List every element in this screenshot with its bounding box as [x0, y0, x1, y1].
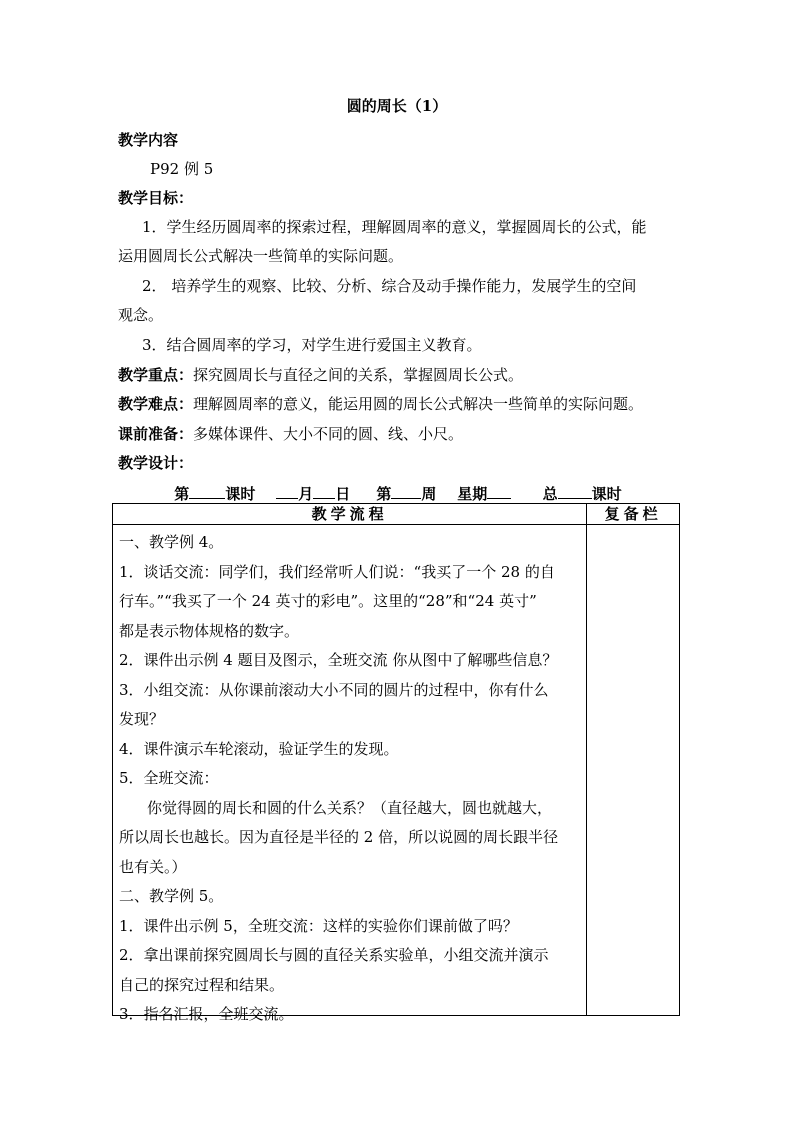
goal-2-line-1: 培养学生的观察、比较、分析、综合及动手操作能力，发展学生的空间 [166, 277, 637, 295]
prep-label: 课前准备： [118, 425, 194, 443]
schedule-line [118, 482, 678, 504]
flow-line: 一、教学例 4。 [119, 533, 224, 551]
key-value: 探究圆周长与直径之间的关系，掌握圆周长公式。 [193, 366, 524, 384]
notes-cell[interactable] [587, 525, 680, 1016]
schedule-keshi2: 课时 [591, 485, 622, 503]
schedule-month: 月 [298, 485, 314, 503]
goal-1-num: 1． [142, 218, 167, 236]
flow-line: 发现？ [119, 710, 165, 728]
difficulty-points [118, 394, 643, 414]
content-label: 教学内容 [118, 131, 179, 149]
goal-2 [118, 272, 678, 330]
schedule-di: 第 [174, 485, 190, 503]
flow-line: 3．指名汇报，全班交流。 [119, 1005, 294, 1023]
header-main: 教学流程 [113, 504, 587, 525]
key-label: 教学重点： [118, 366, 194, 384]
blank-week[interactable] [391, 482, 421, 499]
design-label: 教学设计： [118, 454, 194, 472]
goal-3-num: 3． [142, 336, 167, 354]
difficulty-label: 教学难点： [118, 395, 194, 413]
flow-line: 行车。”“我买了一个 24 英寸的彩电”。这里的“28”和“24 英寸” [119, 592, 537, 610]
flow-line: 2．课件出示例 4 题目及图示，全班交流 你从图中了解哪些信息？ [119, 651, 558, 669]
flow-line: 5．全班交流： [119, 769, 219, 787]
flow-line: 4．课件演示车轮滚动，验证学生的发现。 [119, 739, 399, 758]
schedule-total: 总 [542, 485, 558, 503]
flow-line: 自己的探究过程和结果。 [119, 975, 285, 994]
schedule-day: 日 [335, 485, 351, 503]
flow-line: 都是表示物体规格的数字。 [119, 621, 300, 640]
schedule-di2: 第 [376, 485, 392, 503]
blank-day[interactable] [313, 482, 335, 499]
flow-line: 所以周长也越长。因为直径是半径的 2 倍，所以说圆的周长跟半径 [119, 828, 559, 846]
blank-weekday[interactable] [487, 482, 511, 499]
flow-line: 3．小组交流：从你课前滚动大小不同的圆片的过程中，你有什么 [119, 680, 549, 699]
document-title: 圆的周长（1） [346, 97, 448, 115]
content-value: P92 例 5 [150, 160, 214, 178]
teaching-flow-table [112, 503, 680, 1023]
schedule-week: 周 [421, 485, 437, 503]
goal-1-line-2: 运用圆周长公式解决一些简单的实际问题。 [118, 247, 404, 265]
flow-line: 2．拿出课前探究圆周长与圆的直径关系实验单，小组交流并演示 [119, 946, 549, 964]
header-side: 复备栏 [587, 504, 680, 525]
blank-month[interactable] [276, 482, 298, 499]
flow-line: 1．课件出示例 5，全班交流：这样的实验你们课前做了吗？ [119, 916, 518, 935]
goal-3-line-1: 结合圆周率的学习，对学生进行爱国主义教育。 [166, 336, 482, 354]
blank-total[interactable] [558, 482, 592, 499]
goal-2-line-2: 观念。 [118, 306, 164, 324]
flow-line: 也有关。） [119, 857, 187, 876]
goals-label: 教学目标： [118, 189, 194, 207]
flow-content [113, 525, 586, 1023]
schedule-keshi: 课时 [225, 485, 256, 503]
key-points [118, 365, 523, 385]
blank-lesson[interactable] [189, 482, 225, 499]
flow-line: 二、教学例 5。 [119, 887, 224, 905]
goal-2-num: 2． [142, 277, 167, 295]
goal-3 [118, 331, 678, 360]
table-header-row [113, 504, 680, 525]
prep-value: 多媒体课件、大小不同的圆、线、小尺。 [193, 425, 464, 443]
goal-1 [118, 213, 678, 271]
difficulty-value: 理解圆周率的意义，能运用圆的周长公式解决一些简单的实际问题。 [193, 395, 644, 413]
flow-cell [113, 525, 587, 1023]
table-body-row [113, 525, 680, 1016]
schedule-weekday: 星期 [457, 485, 488, 503]
preparation [118, 424, 463, 444]
flow-line: 1．谈话交流：同学们，我们经常听人们说：“我买了一个 28 的自 [119, 562, 555, 581]
flow-line: 你觉得圆的周长和圆的什么关系？（直径越大，圆也就越大， [147, 798, 553, 817]
goal-1-line-1: 学生经历圆周率的探索过程，理解圆周率的意义，掌握圆周长的公式，能 [166, 218, 647, 236]
